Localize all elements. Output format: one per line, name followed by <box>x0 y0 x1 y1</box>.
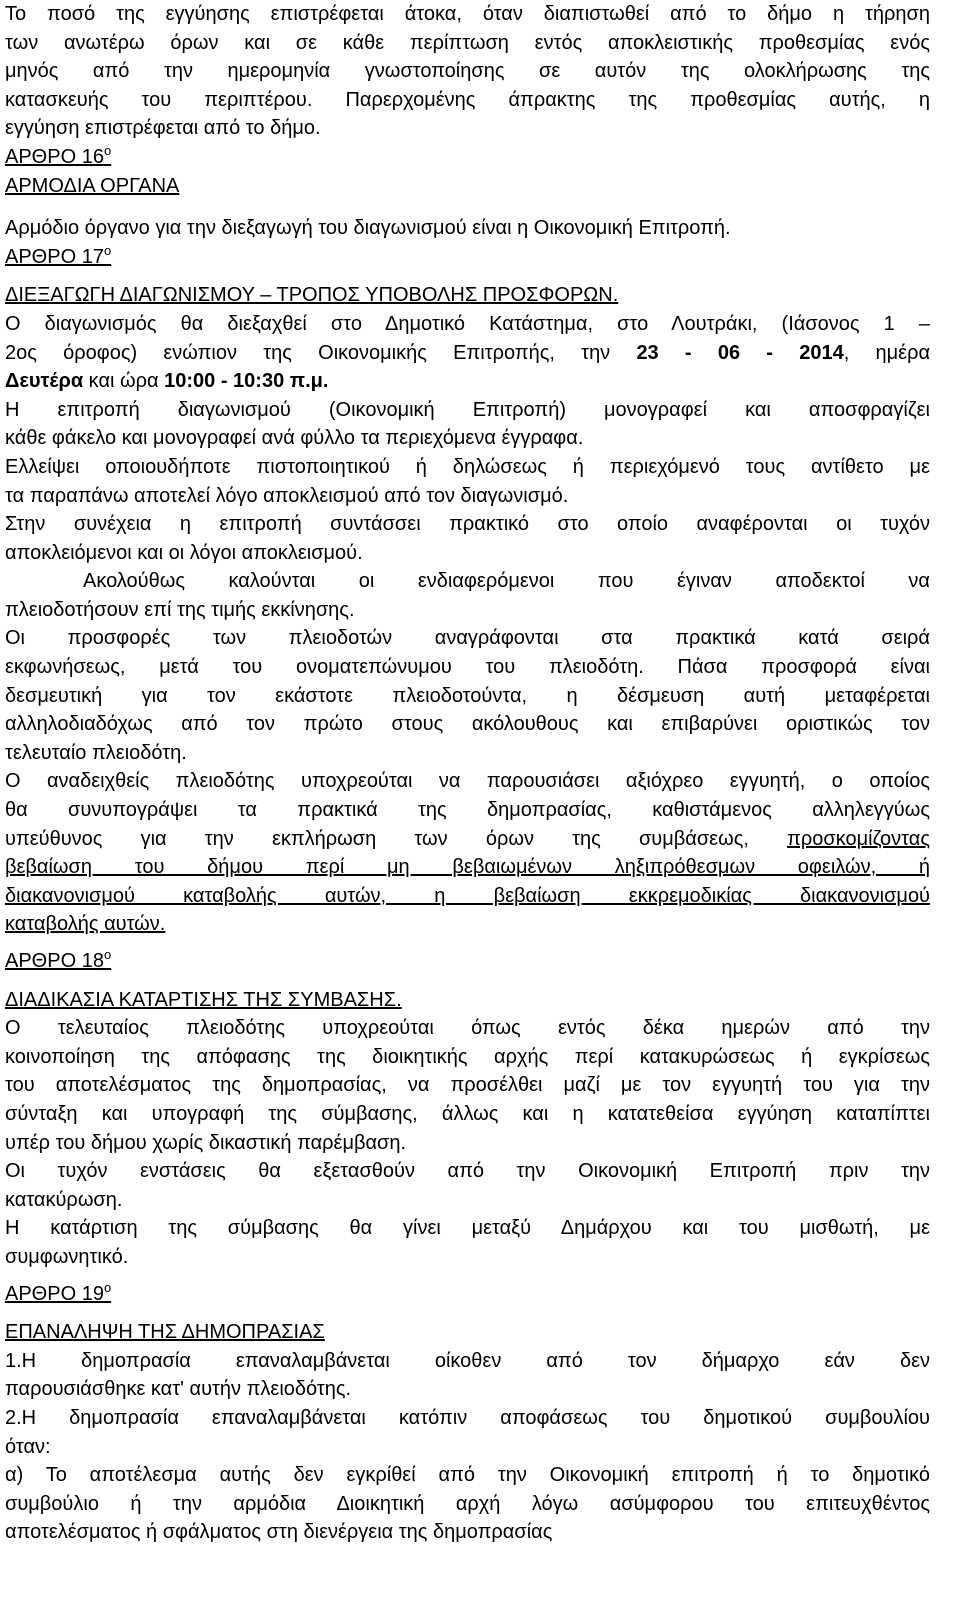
article-19-paragraph: α) Το αποτέλεσμα αυτής δεν εγκρίθεί από την Οικονομική επιτροπή ή το δημοτικό <box>5 1464 930 1487</box>
article-19-paragraph: 1.Η δημοπρασία επαναλαμβάνεται οίκοθεν από τον δήμαρχο εάν δεν <box>5 1349 930 1372</box>
article-17-title: ΔΙΕΞΑΓΩΓΗ ΔΙΑΓΩΝΙΣΜΟΥ – ΤΡΟΠΟΣ ΥΠΟΒΟΛΗΣ ΠΡΟΣΦΟΡΩΝ. <box>5 284 619 307</box>
article-17-paragraph: Ο αναδειχθείς πλειοδότης υποχρεούται να παρουσιάσει αξιόχρεο εγγυητή, ο οποίος <box>5 770 930 793</box>
article-17-paragraph: Δευτέρα και ώρα 10:00 - 10:30 π.μ. <box>5 370 329 393</box>
article-17-paragraph: καταβολής αυτών. <box>5 913 166 936</box>
article-19-paragraph: όταν: <box>5 1435 51 1458</box>
article-17-paragraph: Ο διαγωνισμός θα διεξαχθεί στο Δημοτικό Κατάστημα, στο Λουτράκι, (Ιάσονος 1 – <box>5 312 930 335</box>
article-19-paragraph: παρουσιάσθηκε κατ' αυτήν πλειοδότης. <box>5 1378 352 1401</box>
article-18-paragraph: υπέρ του δήμου χωρίς δικαστική παρέμβαση. <box>5 1131 407 1154</box>
article-19-title: ΕΠΑΝΑΛΗΨΗ ΤΗΣ ΔΗΜΟΠΡΑΣΙΑΣ <box>5 1321 325 1344</box>
article-17-paragraph: Η επιτροπή διαγωνισμού (Οικονομική Επιτροπή) μονογραφεί και αποσφραγίζει <box>5 398 930 421</box>
article-19-paragraph: συμβούλιο ή την αρμόδια Διοικητική αρχή λόγω ασύμφορου του επιτευχθέντος <box>5 1492 930 1515</box>
article-17-paragraph: αποκλειόμενοι και οι λόγοι αποκλεισμού. <box>5 541 363 564</box>
article-18-heading: ΑΡΘΡΟ $18^o$ <box>5 947 112 972</box>
article-17-paragraph: εκφωνήσεως, μετά του ονοματεπώνυμου του πλειοδότη. Πάσα προσφορά είναι <box>5 656 930 679</box>
intro-line: κατασκευής του περιπτέρου. Παρερχομένης άπρακτης της προθεσμίας αυτής, η <box>5 88 930 111</box>
intro-line: των ανωτέρω όρων και σε κάθε περίπτωση εντός αποκλειστικής προθεσμίας ενός <box>5 31 930 54</box>
article-17-paragraph: Οι προσφορές των πλειοδοτών αναγράφονται στα πρακτικά κατά σειρά <box>5 627 930 650</box>
article-16-title: ΑΡΜΟΔΙΑ ΟΡΓΑΝΑ <box>5 174 180 197</box>
article-17-paragraph: υπεύθυνος για την εκπλήρωση των όρων της συμβάσεως, προσκομίζοντας <box>5 827 930 850</box>
article-18-title: ΔΙΑΔΙΚΑΣΙΑ ΚΑΤΑΡΤΙΣΗΣ ΤΗΣ ΣΥΜΒΑΣΗΣ. <box>5 988 402 1011</box>
article-17-paragraph: Ακολούθως καλούνται οι ενδιαφερόμενοι που έγιναν αποδεκτοί να <box>83 570 930 593</box>
article-17-paragraph: αλληλοδιαδόχως από τον πρώτο στους ακόλουθους και επιβαρύνει οριστικώς τον <box>5 713 930 736</box>
article-18-paragraph: κατακύρωση. <box>5 1188 123 1211</box>
article-17-paragraph: δεσμευτική για τον εκάστοτε πλειοδοτούντα, η δέσμευση αυτή μεταφέρεται <box>5 684 930 707</box>
article-18-paragraph: συμφωνητικό. <box>5 1245 129 1268</box>
article-17-paragraph: πλειοδοτήσουν επί της τιμής εκκίνησης. <box>5 598 355 621</box>
article-17-paragraph: διακανονισμού καταβολής αυτών, η βεβαίωση εκκρεμοδικίας διακανονισμού <box>5 884 930 907</box>
article-19-paragraph: 2.Η δημοπρασία επαναλαμβάνεται κατόπιν αποφάσεως του δημοτικού συμβουλίου <box>5 1406 930 1429</box>
article-17-paragraph: βεβαίωση του δήμου περί μη βεβαιωμένων ληξιπρόθεσμων οφειλών, ή <box>5 856 930 879</box>
article-18-paragraph: σύνταξη και υπογραφή της σύμβασης, άλλως και η κατατεθείσα εγγύηση καταπίπτει <box>5 1102 930 1125</box>
intro-line: εγγύηση επιστρέφεται από το δήμο. <box>5 117 321 140</box>
article-18-paragraph: κοινοποίηση της απόφασης της διοικητικής αρχής περί κατακυρώσεως ή εγκρίσεως <box>5 1045 930 1068</box>
article-17-paragraph: τα παραπάνω αποτελεί λόγο αποκλεισμού από τον διαγωνισμό. <box>5 484 569 507</box>
article-19-paragraph: αποτελέσματος ή σφάλματος στη διενέργεια της δημοπρασίας <box>5 1521 553 1544</box>
article-18-paragraph: Η κατάρτιση της σύμβασης θα γίνει μεταξύ Δημάρχου και του μισθωτή, με <box>5 1217 930 1240</box>
article-17-paragraph: κάθε φάκελο και μονογραφεί ανά φύλλο τα περιεχόμενα έγγραφα. <box>5 427 584 450</box>
article-17-paragraph: 2ος όροφος) ενώπιον της Οικονομικής Επιτροπής, την 23 - 06 - 2014, ημέρα <box>5 341 931 364</box>
article-18-paragraph: Ο τελευταίος πλειοδότης υποχρεούται όπως εντός δέκα ημερών από την <box>5 1017 930 1040</box>
article-17-paragraph: θα συνυπογράψει τα πρακτικά της δημοπρασίας, καθιστάμενος αλληλεγγύως <box>5 799 930 822</box>
article-17-paragraph: τελευταίο πλειοδότη. <box>5 741 187 764</box>
article-18-paragraph: του αποτελέσματος της δημοπρασίας, να προσέλθει μαζί με τον εγγυητή του για την <box>5 1074 930 1097</box>
article-18-paragraph: Οι τυχόν ενστάσεις θα εξετασθούν από την Οικονομική Επιτροπή πριν την <box>5 1160 930 1183</box>
article-17-paragraph: Στην συνέχεια η επιτροπή συντάσσει πρακτικό στο οποίο αναφέρονται οι τυχόν <box>5 513 930 536</box>
article-16-heading: ΑΡΘΡΟ $16^o$ <box>5 142 112 168</box>
intro-line: μηνός από την ημερομηνία γνωστοποίησης σε αυτόν της ολοκλήρωσης της <box>5 60 930 83</box>
article-19-heading: ΑΡΘΡΟ $19^o$ <box>5 1279 112 1305</box>
article-17-paragraph: Ελλείψει οποιουδήποτε πιστοποιητικού ή δηλώσεως ή περιεχόμενό τους αντίθετο με <box>5 455 930 478</box>
article-16-paragraph: Αρμόδιο όργανο για την διεξαγωγή του διαγωνισμού είναι η Οικονομική Επιτροπή. <box>5 217 731 240</box>
intro-line: Το ποσό της εγγύησης επιστρέφεται άτοκα, όταν διαπιστωθεί από το δήμο η τήρηση <box>5 3 930 25</box>
article-17-heading: ΑΡΘΡΟ $17^o$ <box>5 242 112 268</box>
